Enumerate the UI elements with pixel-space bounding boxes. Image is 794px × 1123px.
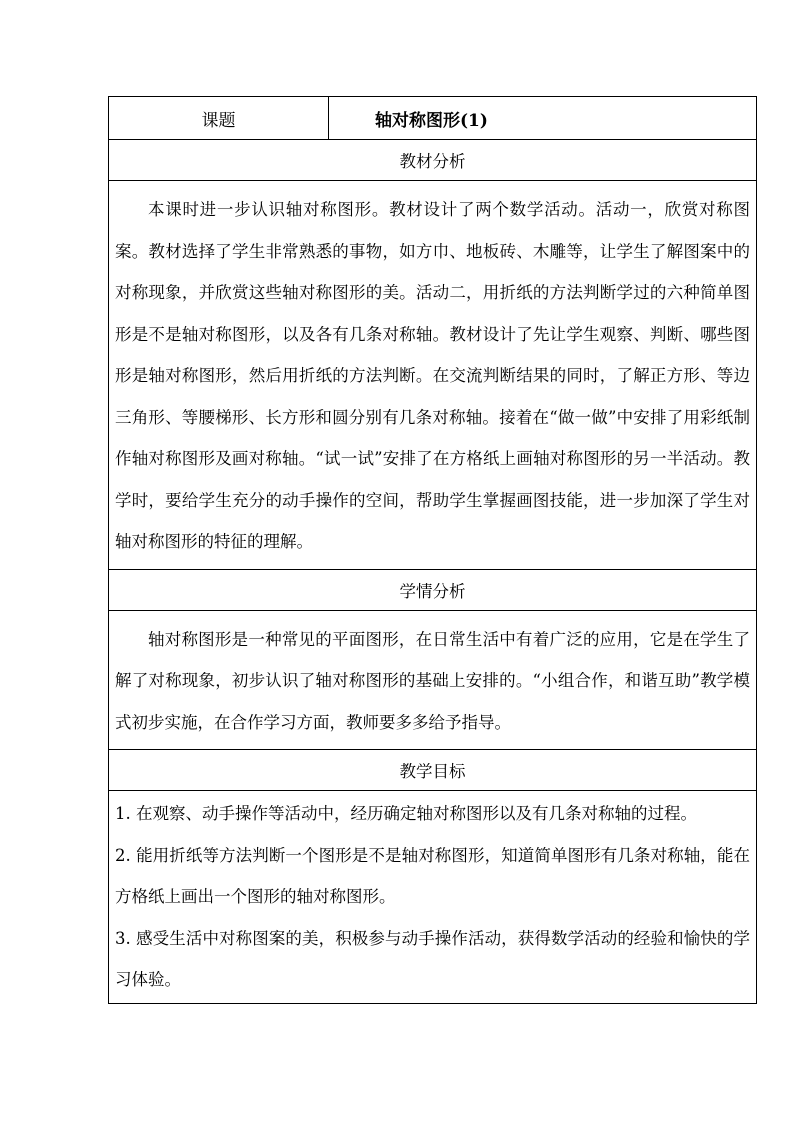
material-text: 本课时进一步认识轴对称图形。教材设计了两个数学活动。活动一，欣赏对称图案。教材选择了学生非常熟悉的事物，如方巾、地板砖、木雕等，让学生了解图案中的对称现象，并欣赏这些轴对称图形的美。活动二，用折纸的方法判断学过的六种简单图形是不是轴对称图形，以及各有几条对称轴。教材设计了先让学生观察、判断、哪些图形是轴对称图形，然后用折纸的方法判断。在交流判断结果的同时，了解正方形、等边三角形、等腰梯形、长方形和圆分别有几条对称轴。接着在“做一做”中安排了用彩纸制作轴对称图形及画对称轴。“试一试”安排了在方格纸上画轴对称图形的另一半活动。教学时，要给学生充分的动手操作的空间，帮助学生掌握画图技能，进一步加深了学生对轴对称图形的特征的理解。 bbox=[109, 181, 757, 570]
goal-item-3: 3. 感受生活中对称图案的美，积极参与动手操作活动，获得数学活动的经验和愉快的学习体验。 bbox=[115, 928, 750, 989]
learner-heading: 学情分析 bbox=[109, 569, 757, 610]
learner-body-row bbox=[109, 610, 757, 750]
goals-list bbox=[115, 793, 750, 1001]
material-heading-row bbox=[109, 140, 757, 181]
topic-label: 课题 bbox=[109, 97, 329, 140]
goal-item-2: 2. 能用折纸等方法判断一个图形是不是轴对称图形，知道简单图形有几条对称轴，能在方格纸上画出一个图形的轴对称图形。 bbox=[115, 845, 750, 906]
goals-body-row bbox=[109, 791, 757, 1004]
title-row bbox=[109, 97, 757, 140]
goal-item-1: 1. 在观察、动手操作等活动中，经历确定轴对称图形以及有几条对称轴的过程。 bbox=[115, 804, 697, 823]
goals-cell bbox=[109, 791, 757, 1004]
goals-heading: 教学目标 bbox=[109, 750, 757, 791]
lesson-plan-table bbox=[108, 96, 757, 1004]
goals-heading-row bbox=[109, 750, 757, 791]
material-body-row bbox=[109, 181, 757, 570]
topic-title: 轴对称图形(1) bbox=[329, 97, 757, 140]
learner-heading-row bbox=[109, 569, 757, 610]
material-heading: 教材分析 bbox=[109, 140, 757, 181]
learner-text: 轴对称图形是一种常见的平面图形，在日常生活中有着广泛的应用，它是在学生了解了对称现象，初步认识了轴对称图形的基础上安排的。“小组合作，和谐互助”教学模式初步实施，在合作学习方面，教师要多多给予指导。 bbox=[109, 610, 757, 750]
